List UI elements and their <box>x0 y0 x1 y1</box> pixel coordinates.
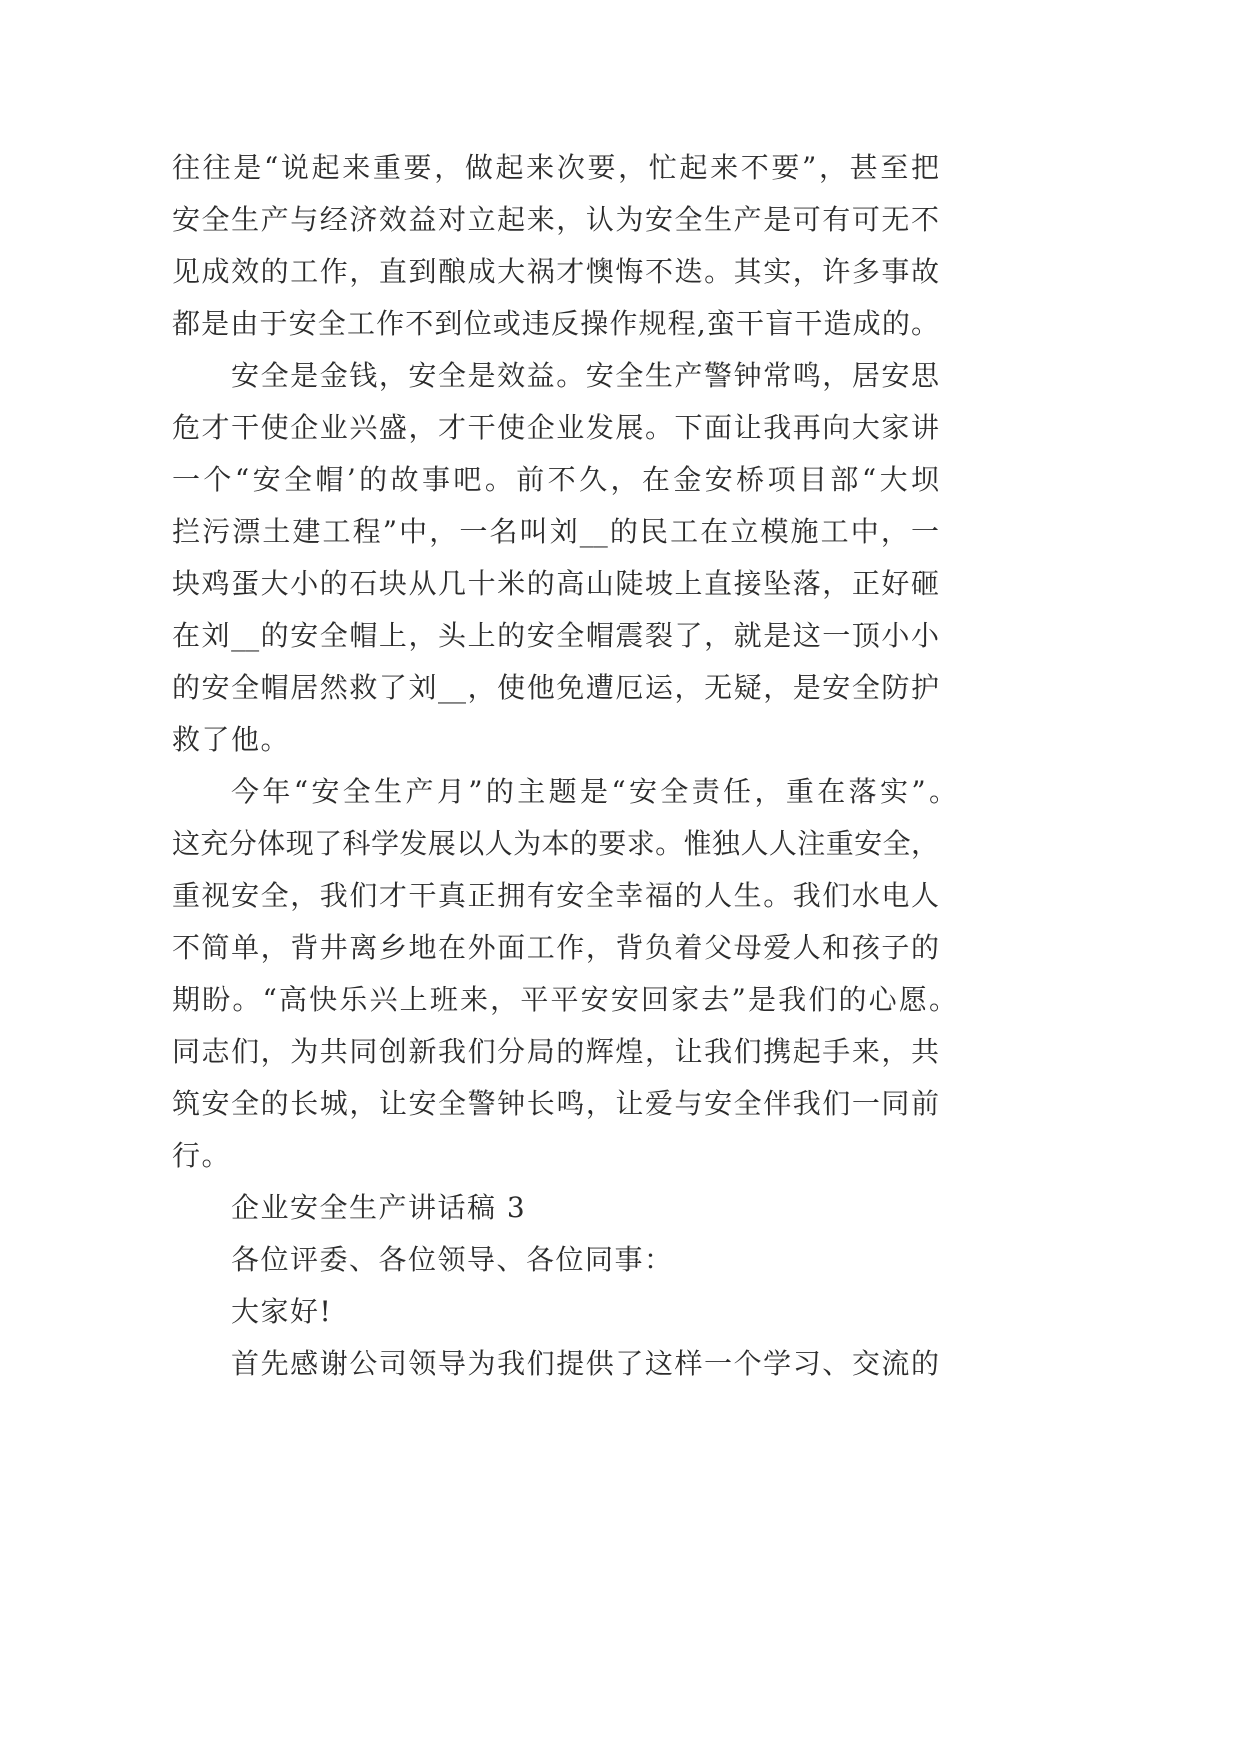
document-body <box>172 142 962 1390</box>
text-line: 救了他。 <box>172 723 291 756</box>
paragraph <box>172 1338 962 1390</box>
greeting <box>172 1286 962 1338</box>
text-line: 这充分体现了科学发展以人为本的要求。惟独人人注重安全， <box>172 827 939 860</box>
text-line: 筑安全的长城，让安全警钟长鸣，让爱与安全伴我们一同前 <box>172 1087 939 1120</box>
section-heading <box>172 1182 962 1234</box>
text-line: 同志们，为共同创新我们分局的辉煌，让我们携起手来，共 <box>172 1035 939 1068</box>
text-line: 的安全帽居然救了刘__，使他免遭厄运，无疑，是安全防护 <box>172 671 939 704</box>
text-line: 首先感谢公司领导为我们提供了这样一个学习、交流的 <box>231 1347 939 1380</box>
paragraph <box>172 350 962 766</box>
text-line: 拦污漂土建工程”中，一名叫刘__的民工在立模施工中，一 <box>172 515 939 548</box>
text-line: 各位评委、各位领导、各位同事： <box>231 1243 674 1276</box>
text-line: 安全生产与经济效益对立起来，认为安全生产是可有可无不 <box>172 203 939 236</box>
text-line: 行。 <box>172 1139 232 1172</box>
paragraph <box>172 766 962 1182</box>
text-line: 重视安全，我们才干真正拥有安全幸福的人生。我们水电人 <box>172 879 939 912</box>
text-line: 见成效的工作，直到酿成大祸才懊悔不迭。其实，许多事故 <box>172 255 939 288</box>
text-line: 不简单，背井离乡地在外面工作，背负着父母爱人和孩子的 <box>172 931 939 964</box>
text-line: 一个“安全帽’的故事吧。前不久，在金安桥项目部“大坝 <box>172 463 939 496</box>
text-line: 都是由于安全工作不到位或违反操作规程,蛮干盲干造成的。 <box>172 307 939 340</box>
text-line: 危才干使企业兴盛，才干使企业发展。下面让我再向大家讲 <box>172 411 939 444</box>
text-line: 大家好! <box>231 1295 333 1328</box>
text-line: 期盼。“高快乐兴上班来，平平安安回家去”是我们的心愿。 <box>172 983 957 1016</box>
text-line: 往往是“说起来重要，做起来次要，忙起来不要”，甚至把 <box>172 151 939 184</box>
paragraph <box>172 142 962 350</box>
text-line: 安全是金钱，安全是效益。安全生产警钟常鸣，居安思 <box>231 359 939 392</box>
text-line: 块鸡蛋大小的石块从几十米的高山陡坡上直接坠落，正好砸 <box>172 567 939 600</box>
text-line: 今年“安全生产月”的主题是“安全责任，重在落实”。 <box>231 775 957 808</box>
text-line: 在刘__的安全帽上，头上的安全帽震裂了，就是这一顶小小 <box>172 619 939 652</box>
salutation <box>172 1234 962 1286</box>
text-line: 企业安全生产讲话稿 3 <box>231 1191 527 1224</box>
